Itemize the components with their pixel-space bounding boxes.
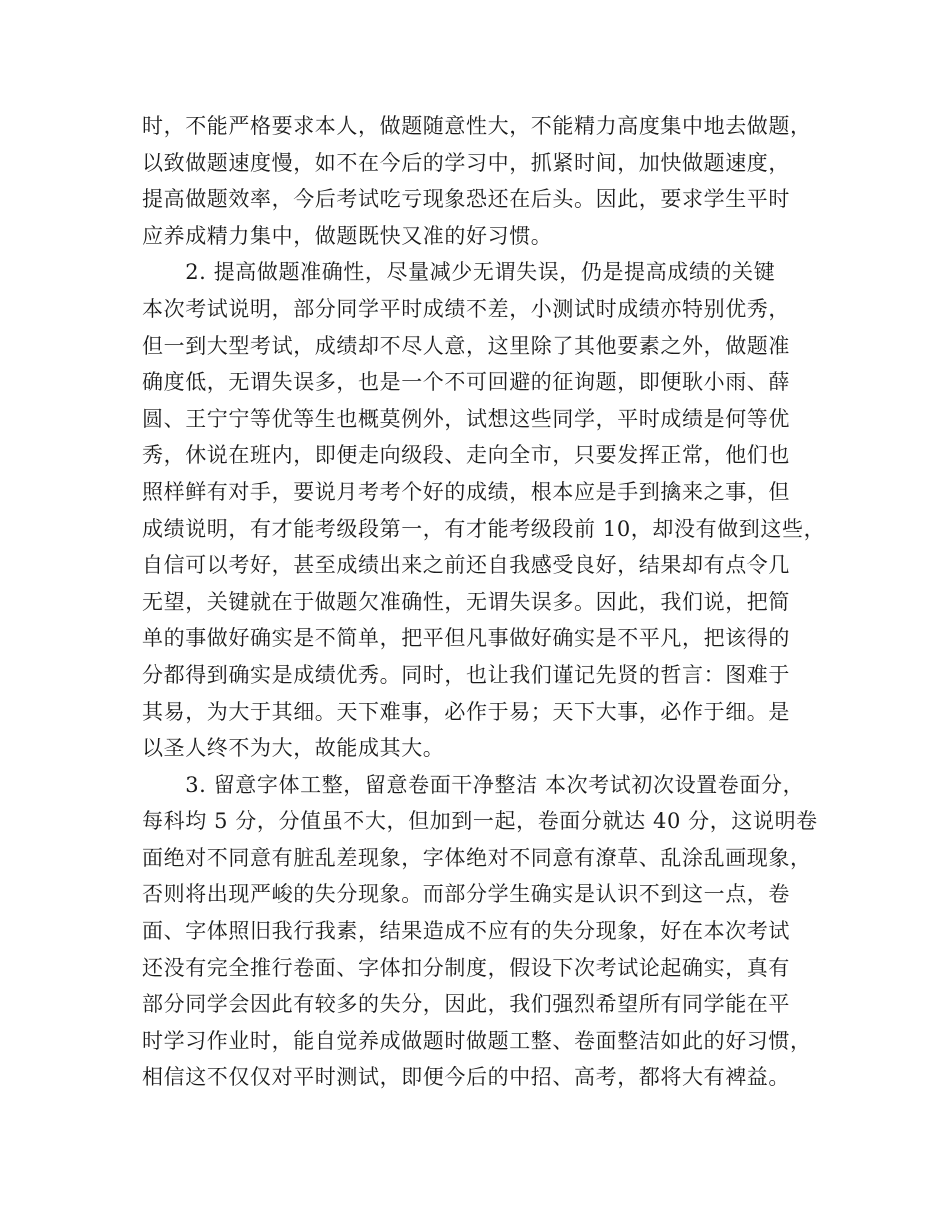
text-line: 相信这不仅仅对平时测试，即便今后的中招、高考，都将大有裨益。 <box>142 1065 790 1090</box>
text-line: 以圣人终不为大，故能成其大。 <box>142 736 445 761</box>
text-line: 秀，休说在班内，即便走向级段、走向全市，只要发挥正常，他们也 <box>142 443 790 468</box>
text-line: 无望，关键就在于做题欠准确性，无谓失误多。因此，我们说，把简 <box>142 589 790 614</box>
text-line: 单的事做好确实是不简单，把平但凡事做好确实是不平凡，把该得的 <box>142 626 790 651</box>
text-line: 成绩说明，有才能考级段第一，有才能考级段前 10，却没有做到这些， <box>142 516 826 541</box>
text-line: 其易，为大于其细。天下难事，必作于易；天下大事，必作于细。是 <box>142 699 790 724</box>
text-line: 本次考试说明，部分同学平时成绩不差，小测试时成绩亦特别优秀， <box>142 296 790 321</box>
text-line: 但一到大型考试，成绩却不尽人意，这里除了其他要素之外，做题准 <box>142 333 790 358</box>
text-line: 部分同学会因此有较多的失分，因此，我们强烈希望所有同学能在平 <box>142 992 790 1017</box>
text-line: 照样鲜有对手，要说月考考个好的成绩，根本应是手到擒来之事，但 <box>142 479 790 504</box>
text-line: 应养成精力集中，做题既快又准的好习惯。 <box>142 223 553 248</box>
section-2-heading-line: 2. 提高做题准确性，尽量减少无谓失误，仍是提高成绩的关键 <box>142 260 776 285</box>
text-line: 还没有完全推行卷面、字体扣分制度，假设下次考试论起确实，真有 <box>142 955 790 980</box>
text-line: 时，不能严格要求本人，做题随意性大，不能精力高度集中地去做题， <box>142 114 812 138</box>
text-line: 分都得到确实是成绩优秀。同时，也让我们谨记先贤的哲言：图难于 <box>142 662 790 687</box>
text-line: 确度低，无谓失误多，也是一个不可回避的征询题，即便耿小雨、薛 <box>142 370 790 395</box>
text-line: 面、字体照旧我行我素，结果造成不应有的失分现象，好在本次考试 <box>142 919 790 944</box>
section-3-heading-line: 3. 留意字体工整，留意卷面干净整洁 本次考试初次设置卷面分， <box>142 772 805 797</box>
text-line: 时学习作业时，能自觉养成做题时做题工整、卷面整洁如此的好习惯， <box>142 1028 812 1053</box>
text-line: 提高做题效率，今后考试吃亏现象恐还在后头。因此，要求学生平时 <box>142 187 790 212</box>
text-line: 每科均 5 分，分值虽不大，但加到一起，卷面分就达 40 分，这说明卷 <box>142 809 818 834</box>
text-line: 以致做题速度慢，如不在今后的学习中，抓紧时间，加快做题速度， <box>142 150 790 175</box>
text-line: 自信可以考好，甚至成绩出来之前还自我感受良好，结果却有点令几 <box>142 553 790 578</box>
document-body <box>142 108 826 1096</box>
text-line: 面绝对不同意有脏乱差现象，字体绝对不同意有潦草、乱涂乱画现象， <box>142 845 812 870</box>
text-line: 圆、王宁宁等优等生也概莫例外，试想这些同学，平时成绩是何等优 <box>142 406 790 431</box>
text-line: 否则将出现严峻的失分现象。而部分学生确实是认识不到这一点，卷 <box>142 882 790 907</box>
